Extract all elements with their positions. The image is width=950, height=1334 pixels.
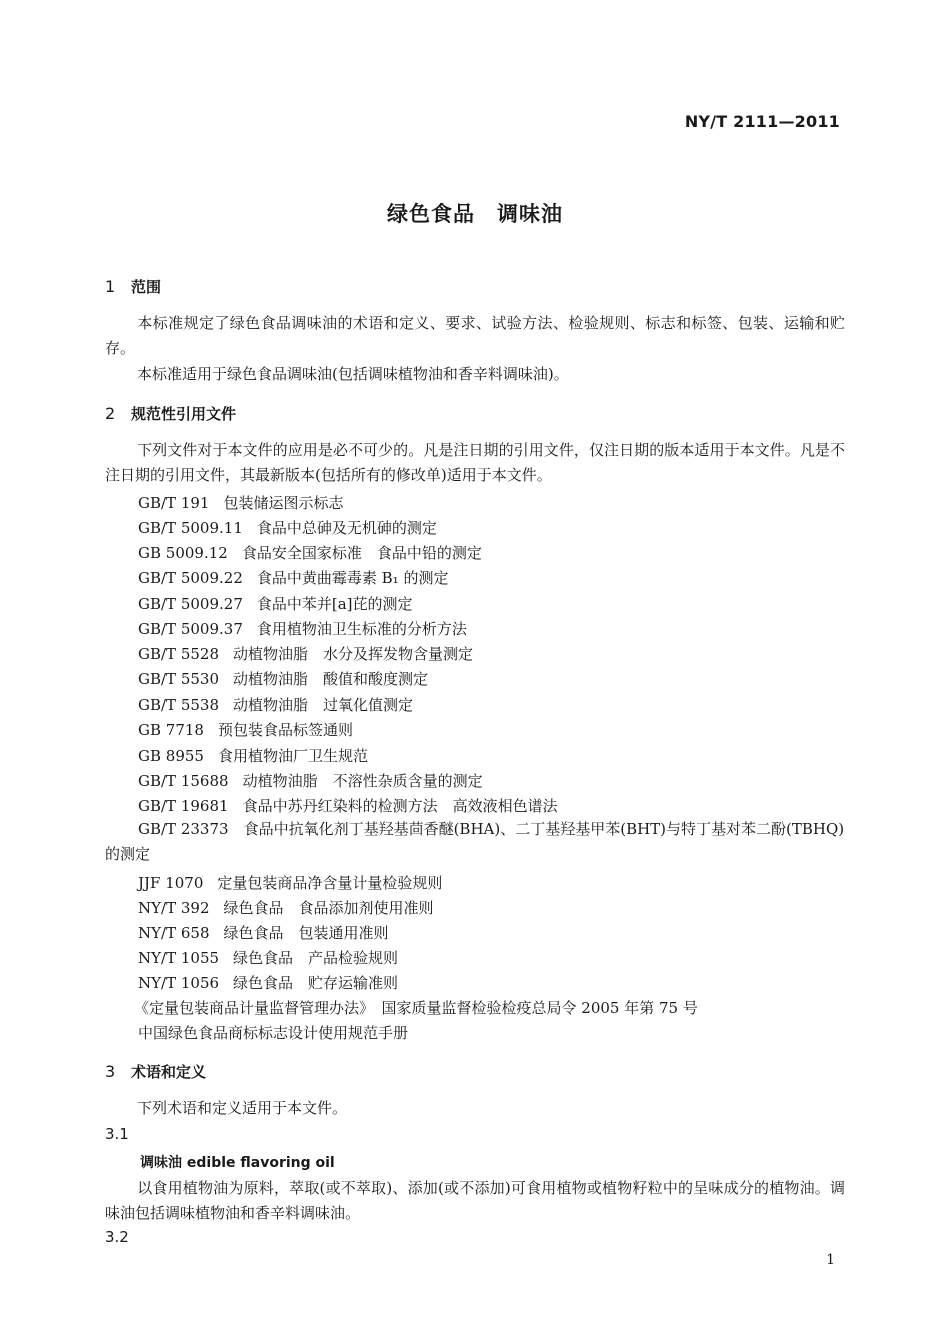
section-3-intro	[105, 1096, 845, 1121]
reference-item-manual: 中国绿色食品商标标志设计使用规范手册	[138, 1024, 409, 1042]
reference-item: GB/T 5530 动植物油脂 酸值和酸度测定	[138, 670, 429, 688]
paragraph-text: 本标准适用于绿色食品调味油(包括调味植物油和香辛料调味油)。	[137, 365, 569, 383]
section-3-heading	[105, 1061, 206, 1082]
reference-item: NY/T 392 绿色食品 食品添加剂使用准则	[138, 899, 434, 917]
section-1-heading	[105, 276, 161, 297]
section-number: 3	[105, 1062, 116, 1081]
standard-code: NY/T 2111—2011	[684, 112, 840, 131]
term-name: 调味油 edible flavoring oil	[140, 1155, 335, 1171]
reference-item: GB/T 5009.37 食用植物油卫生标准的分析方法	[138, 620, 467, 638]
reference-item: GB/T 5538 动植物油脂 过氧化值测定	[138, 696, 414, 714]
section-1-para-2	[105, 362, 845, 387]
paragraph-text: 下列术语和定义适用于本文件。	[137, 1099, 348, 1117]
term-number: 3.2	[105, 1228, 129, 1246]
section-title: 范围	[131, 278, 162, 296]
reference-item: GB 7718 预包装食品标签通则	[138, 721, 353, 739]
reference-item: NY/T 1056 绿色食品 贮存运输准则	[138, 974, 399, 992]
section-number: 1	[105, 277, 116, 296]
term-number: 3.1	[105, 1125, 129, 1143]
reference-item: GB 8955 食用植物油厂卫生规范	[138, 747, 368, 765]
section-number: 2	[105, 404, 116, 423]
reference-item: GB/T 5009.11 食品中总砷及无机砷的测定	[138, 519, 437, 537]
reference-item: GB/T 5009.27 食品中苯并[a]芘的测定	[138, 595, 413, 613]
reference-item: GB/T 5528 动植物油脂 水分及挥发物含量测定	[138, 645, 474, 663]
document-title: 绿色食品 调味油	[387, 202, 563, 226]
reference-item: GB/T 5009.22 食品中黄曲霉毒素 B₁ 的测定	[138, 569, 449, 587]
section-1-para-1	[105, 311, 845, 361]
reference-item: GB 5009.12 食品安全国家标准 食品中铅的测定	[138, 544, 482, 562]
section-2-heading	[105, 403, 236, 424]
term-definition	[105, 1176, 845, 1226]
section-title: 规范性引用文件	[131, 405, 237, 423]
page-number: 1	[826, 1252, 835, 1268]
paragraph-text: 下列文件对于本文件的应用是必不可少的。凡是注日期的引用文件，仅注日期的版本适用于本文件。凡是不注日期的引用文件，其最新版本(包括所有的修改单)适用于本文件。	[105, 441, 845, 484]
section-2-intro	[105, 438, 845, 488]
reference-item: GB/T 19681 食品中苏丹红染料的检测方法 高效液相色谱法	[138, 797, 558, 815]
reference-item: JJF 1070 定量包装商品净含量计量检验规则	[138, 874, 443, 892]
reference-item-wrapped: GB/T 23373 食品中抗氧化剂丁基羟基茴香醚(BHA)、二丁基羟基甲苯(BHT)与特丁基对苯二酚(TBHQ)的测定	[105, 820, 845, 863]
section-title: 术语和定义	[131, 1063, 207, 1081]
reference-item: GB/T 15688 动植物油脂 不溶性杂质含量的测定	[138, 772, 483, 790]
paragraph-text: 本标准规定了绿色食品调味油的术语和定义、要求、试验方法、检验规则、标志和标签、包装、运输和贮存。	[105, 314, 845, 357]
paragraph-text: 以食用植物油为原料，萃取(或不萃取)、添加(或不添加)可食用植物或植物籽粒中的呈味成分的植物油。调味油包括调味植物油和香辛料调味油。	[105, 1179, 845, 1222]
reference-item-regulation: 《定量包装商品计量监督管理办法》 国家质量监督检验检疫总局令 2005 年第 75 号	[134, 999, 698, 1017]
reference-item: NY/T 1055 绿色食品 产品检验规则	[138, 949, 399, 967]
reference-item: NY/T 658 绿色食品 包装通用准则	[138, 924, 389, 942]
reference-item: GB/T 191 包装储运图示标志	[138, 494, 344, 512]
